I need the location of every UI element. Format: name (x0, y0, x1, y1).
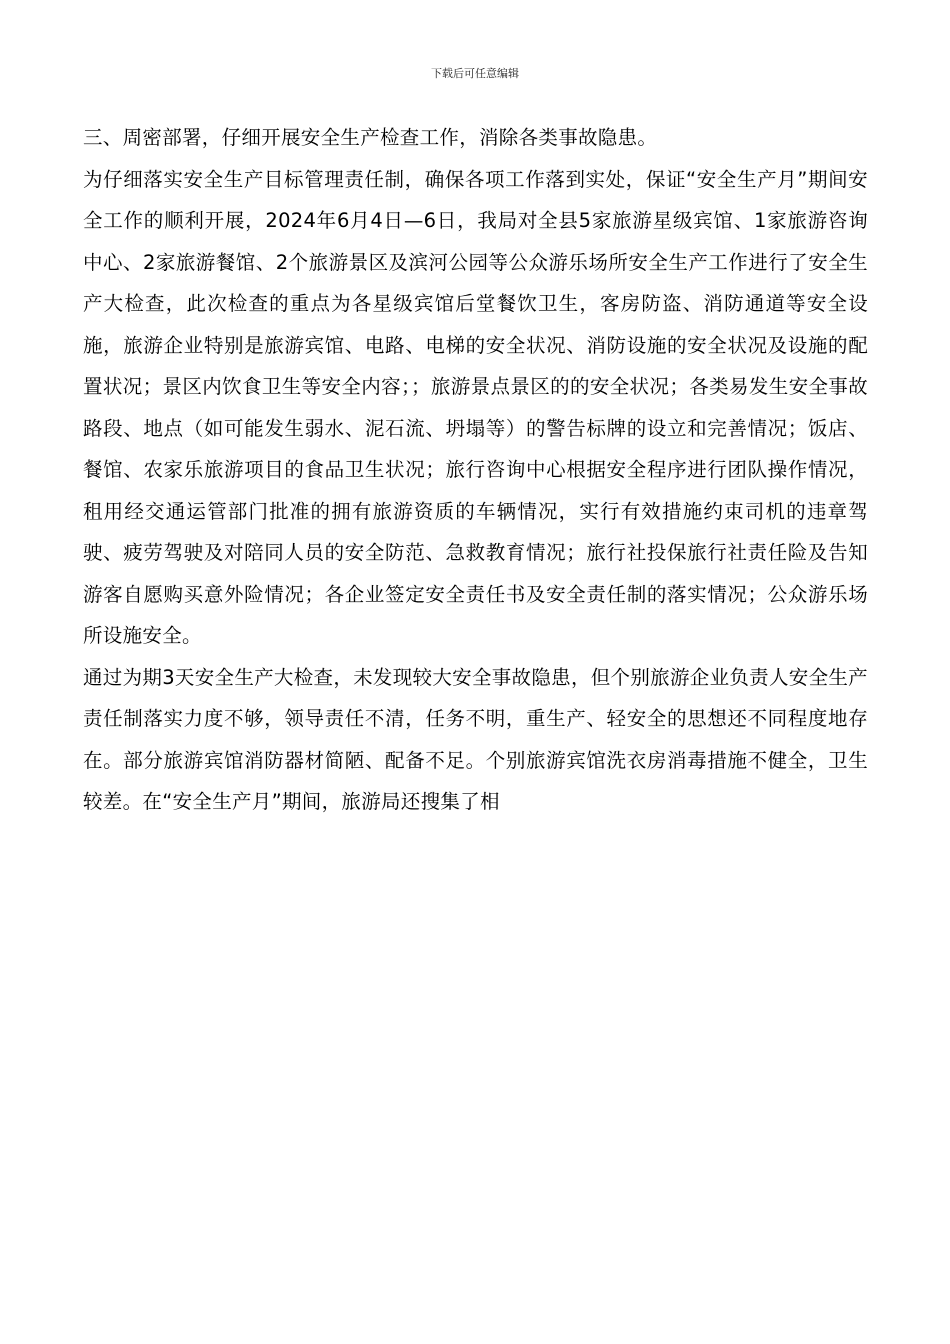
paragraph-inspection-details: 为仔细落实安全生产目标管理责任制，确保各项工作落到实处，保证“安全生产月”期间安全工作的顺利开展，2024年6月4日—6日，我局对全县5家旅游星级宾馆、1家旅游咨询中心、2家旅游餐馆、2个旅游景区及滨河公园等公众游乐场所安全生产工作进行了安全生产大检查，此次检查的重点为各星级宾馆后堂餐饮卫生，客房防盗、消防通道等安全设施，旅游企业特别是旅游宾馆、电路、电梯的安全状况、消防设施的安全状况及设施的配置状况；景区内饮食卫生等安全内容；；旅游景点景区的的安全状况；各类易发生安全事故路段、地点（如可能发生弱水、泥石流、坍塌等）的警告标牌的设立和完善情况；饭店、餐馆、农家乐旅游项目的食品卫生状况；旅行咨询中心根据安全程序进行团队操作情况，租用经交通运管部门批准的拥有旅游资质的车辆情况，实行有效措施约束司机的违章驾驶、疲劳驾驶及对陪同人员的安全防范、急救教育情况；旅行社投保旅行社责任险及告知游客自愿购买意外险情况；各企业签定安全责任书及安全责任制的落实情况；公众游乐场所设施安全。 (83, 167, 868, 647)
document-body (83, 117, 868, 823)
page-header-note: 下载后可任意编辑 (431, 67, 519, 80)
section-heading: 三、周密部署，仔细开展安全生产检查工作，消除各类事故隐患。 (83, 126, 658, 149)
paragraph-inspection-results: 通过为期3天安全生产大检查，未发现较大安全事故隐患，但个别旅游企业负责人安全生产责任制落实力度不够，领导责任不清，任务不明，重生产、轻安全的思想还不同程度地存在。部分旅游宾馆消防器材简陋、配备不足。个别旅游宾馆洗衣房消毒措施不健全，卫生较差。在“安全生产月”期间，旅游局还搜集了相 (83, 665, 868, 813)
